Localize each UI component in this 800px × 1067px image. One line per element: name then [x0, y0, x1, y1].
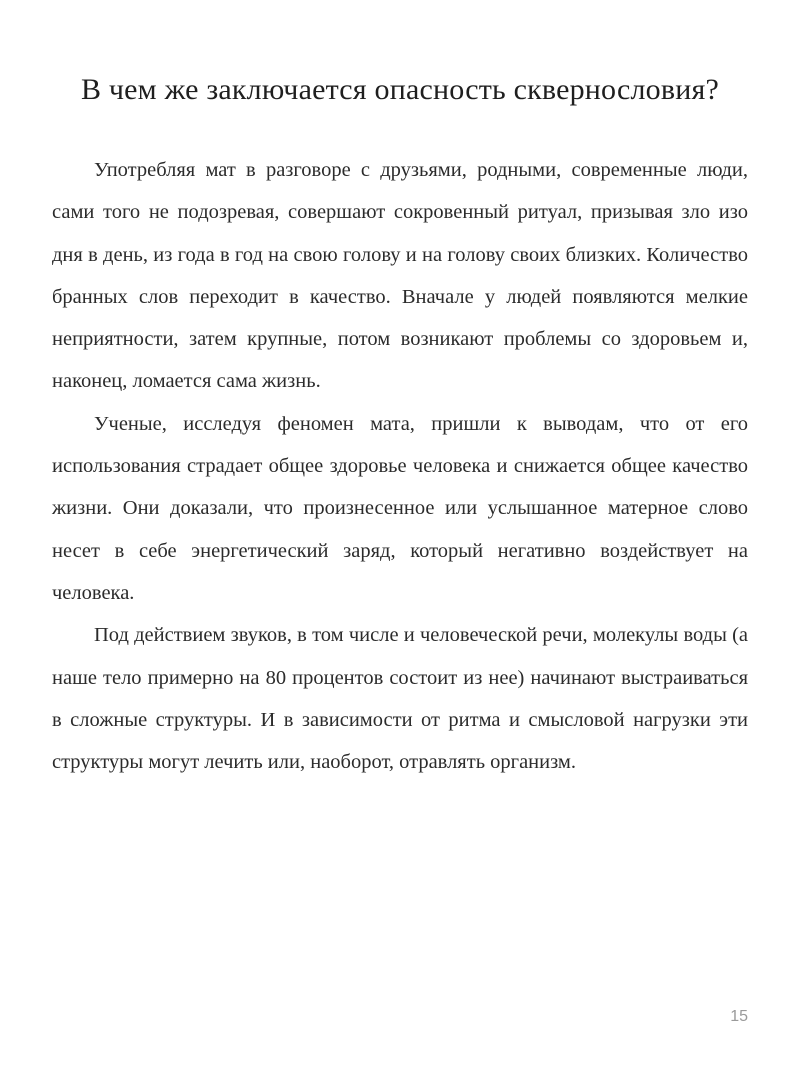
paragraph-2: Ученые, исследуя феномен мата, пришли к выводам, что от его использования страдает общее здоровье человека и снижается общее качество жизни. Они доказали, что произнесенное или услышанное матерное слово несет в себе энергетический заряд, который негативно воздействует на человека. — [52, 412, 748, 604]
body-text — [52, 149, 748, 783]
page-number: 15 — [730, 1008, 748, 1025]
page-title: В чем же заключается опасность сквернословия? — [80, 73, 720, 106]
paragraph-1: Употребляя мат в разговоре с друзьями, родными, современные люди, сами того не подозревая, совершают сокровенный ритуал, призывая зло изо дня в день, из года в год на свою голову и на голову своих близких. Количество бранных слов переходит в качество. Вначале у людей появляются мелкие неприятности, затем крупные, потом возникают проблемы со здоровьем и, наконец, ломается сама жизнь. — [52, 159, 748, 393]
paragraph-3: Под действием звуков, в том числе и человеческой речи, молекулы воды (а наше тело примерно на 80 процентов состоит из нее) начинают выстраиваться в сложные структуры. И в зависимости от ритма и смысловой нагрузки эти структуры могут лечить или, наоборот, отравлять организм. — [52, 624, 748, 774]
